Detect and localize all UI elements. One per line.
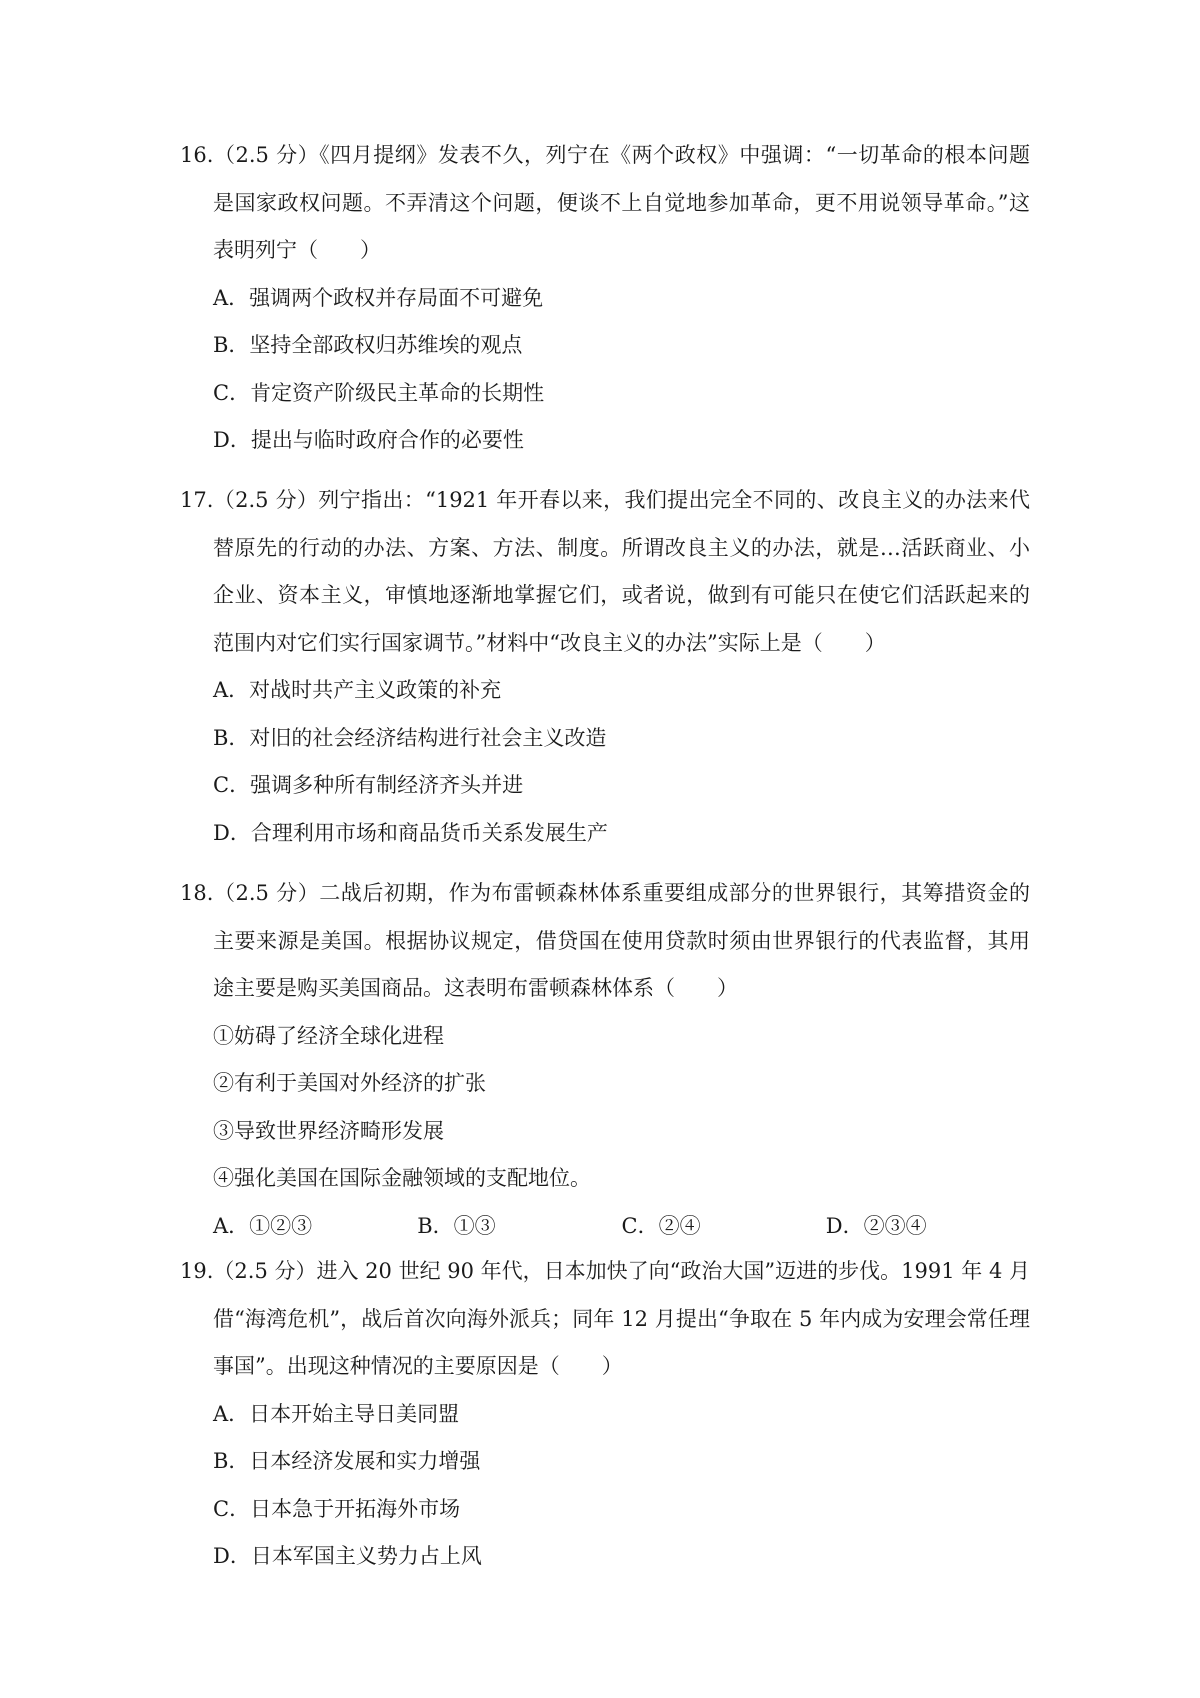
question-text: （2.5 分）列宁指出：“1921 年开春以来，我们提出完全不同的、改良主义的办法来代替原先的行动的办法、方案、方法、制度。所谓改良主义的办法，就是…活跃商业、小企业、资本主义，审慎地逐渐地掌握它们，或者说，做到有可能只在使它们活跃起来的范围内对它们实行国家调节。”材料中“改良主义的办法”实际上是（ ） [213, 488, 1030, 655]
option-a: A．对战时共产主义政策的补充 [213, 678, 502, 702]
option-b: B．日本经济发展和实力增强 [213, 1449, 481, 1473]
question-stem [180, 870, 1030, 1013]
option-d: D．日本军国主义势力占上风 [213, 1544, 482, 1568]
statement-1: ①妨碍了经济全球化进程 [213, 1023, 444, 1048]
statement-3: ③导致世界经济畸形发展 [213, 1118, 444, 1143]
question-18 [180, 870, 1030, 1250]
question-19 [180, 1248, 1030, 1581]
option-b: B．对旧的社会经济结构进行社会主义改造 [213, 725, 607, 750]
question-stem [180, 132, 1030, 275]
question-text: （2.5 分）进入 20 世纪 90 年代，日本加快了向“政治大国”迈进的步伐。1991 年 4 月借“海湾危机”，战后首次向海外派兵；同年 12 月提出“争取在 5 年内成为安理会常任理事国”。出现这种情况的主要原因是（ ） [213, 1259, 1030, 1378]
option-a: A．日本开始主导日美同盟 [213, 1401, 460, 1426]
option-c: C．肯定资产阶级民主革命的长期性 [213, 380, 545, 405]
option-d: D．提出与临时政府合作的必要性 [213, 428, 524, 452]
option-c: C．日本急于开拓海外市场 [213, 1496, 461, 1521]
question-number: 17. [180, 488, 214, 512]
statement-2: ②有利于美国对外经济的扩张 [213, 1071, 486, 1095]
option-a: A．强调两个政权并存局面不可避免 [213, 285, 544, 310]
option-d: D．②③④ [825, 1213, 927, 1238]
question-text: （2.5 分）《四月提纲》发表不久，列宁在《两个政权》中强调：“一切革命的根本问题是国家政权问题。不弄清这个问题，便谈不上自觉地参加革命，更不用说领导革命。”这表明列宁（ ） [213, 143, 1030, 262]
question-stem [180, 1248, 1030, 1391]
option-b: B．①③ [417, 1213, 496, 1238]
question-number: 18. [180, 881, 214, 905]
statement-4: ④强化美国在国际金融领域的支配地位。 [213, 1166, 591, 1190]
option-d: D．合理利用市场和商品货币关系发展生产 [213, 820, 608, 845]
question-16 [180, 132, 1030, 465]
question-number: 19. [180, 1259, 214, 1283]
option-c: C．强调多种所有制经济齐头并进 [213, 773, 524, 797]
question-stem [180, 477, 1030, 667]
option-c: C．②④ [621, 1213, 701, 1238]
question-number: 16. [180, 143, 214, 167]
option-a: A．①②③ [213, 1213, 313, 1238]
question-17 [180, 477, 1030, 857]
options-row [180, 1203, 1030, 1251]
option-b: B．坚持全部政权归苏维埃的观点 [213, 333, 523, 357]
question-text: （2.5 分）二战后初期，作为布雷顿森林体系重要组成部分的世界银行，其筹措资金的主要来源是美国。根据协议规定，借贷国在使用贷款时须由世界银行的代表监督，其用途主要是购买美国商品。这表明布雷顿森林体系（ ） [213, 881, 1030, 1000]
